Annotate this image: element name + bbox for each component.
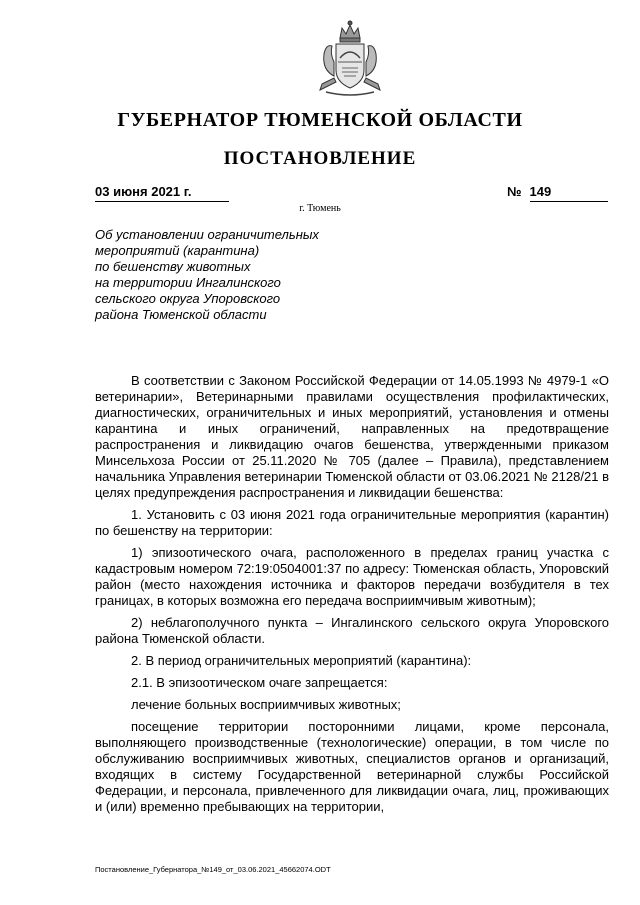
document-body [95,373,609,815]
clause-2-1: 2.1. В эпизоотическом очаге запрещается: [131,675,388,690]
tyumen-coat-of-arms-icon [300,18,400,98]
subject-line: по бешенству животных [95,259,251,274]
document-type: ПОСТАНОВЛЕНИЕ [223,148,417,169]
subject-line: сельского округа Упоровского [95,291,281,306]
subject-line: мероприятий (карантина) [95,243,260,258]
document-subject [95,227,395,323]
number-value: 149 [530,183,608,202]
clause-1-1: 1) эпизоотического очага, расположенного в пределах границ участка с кадастровым номером 72:19:0504001:37 по адресу: Тюменская область, Упоровский район (место нахождения источника и факторов передачи возбудителя в тех границах, в которых возможна его передача восприимчивым животным); [95,545,609,608]
clause-1-2: 2) неблагополучного пункта – Ингалинского сельского округа Упоровского района Тюменской области. [95,615,609,646]
clause-1: 1. Установить с 03 июня 2021 года ограничительные мероприятия (карантин) по бешенству на территории: [95,507,609,538]
file-footer: Постановление_Губернатора_№149_от_03.06.2021_45662074.ODT [95,865,331,874]
clause-2: 2. В период ограничительных мероприятий (карантина): [131,653,472,668]
number-sign: № [507,184,522,199]
document-number [507,183,608,201]
prohibition-item: посещение территории посторонними лицами, кроме персонала, выполняющего производственные (технологические) операции, в том числе по обслуживанию восприимчивых животных, специалистов органов и организаций, входящих в систему Государственной ветеринарной службы Российской Федерации, и персонала, привлеченного для ликвидации очага, лиц, проживающих и (или) временно пребывающих на территории, [95,719,609,814]
city-label: г. Тюмень [299,203,341,214]
document-date: 03 июня 2021 г. [95,183,229,202]
subject-line: Об установлении ограничительных [95,227,319,242]
preamble-paragraph: В соответствии с Законом Российской Федерации от 14.05.1993 № 4979-1 «О ветеринарии», Ветеринарными правилами осуществления профилактических, диагностических, ограничительных и иных мероприятий, установления и отмены карантина и иных ограничений, направленных на предотвращение распространения и ликвидацию очагов бешенства, утвержденными приказом Минсельхоза России от 25.11.2020 № 705 (далее – Правила), представлением начальника Управления ветеринарии Тюменской области от 03.06.2021 № 2128/21 в целях предупреждения распространения и ликвидации бешенства: [95,373,609,500]
subject-line: района Тюменской области [95,307,267,322]
prohibition-item: лечение больных восприимчивых животных; [131,697,401,712]
subject-line: на территории Ингалинского [95,275,281,290]
governor-title: ГУБЕРНАТОР ТЮМЕНСКОЙ ОБЛАСТИ [117,109,523,131]
